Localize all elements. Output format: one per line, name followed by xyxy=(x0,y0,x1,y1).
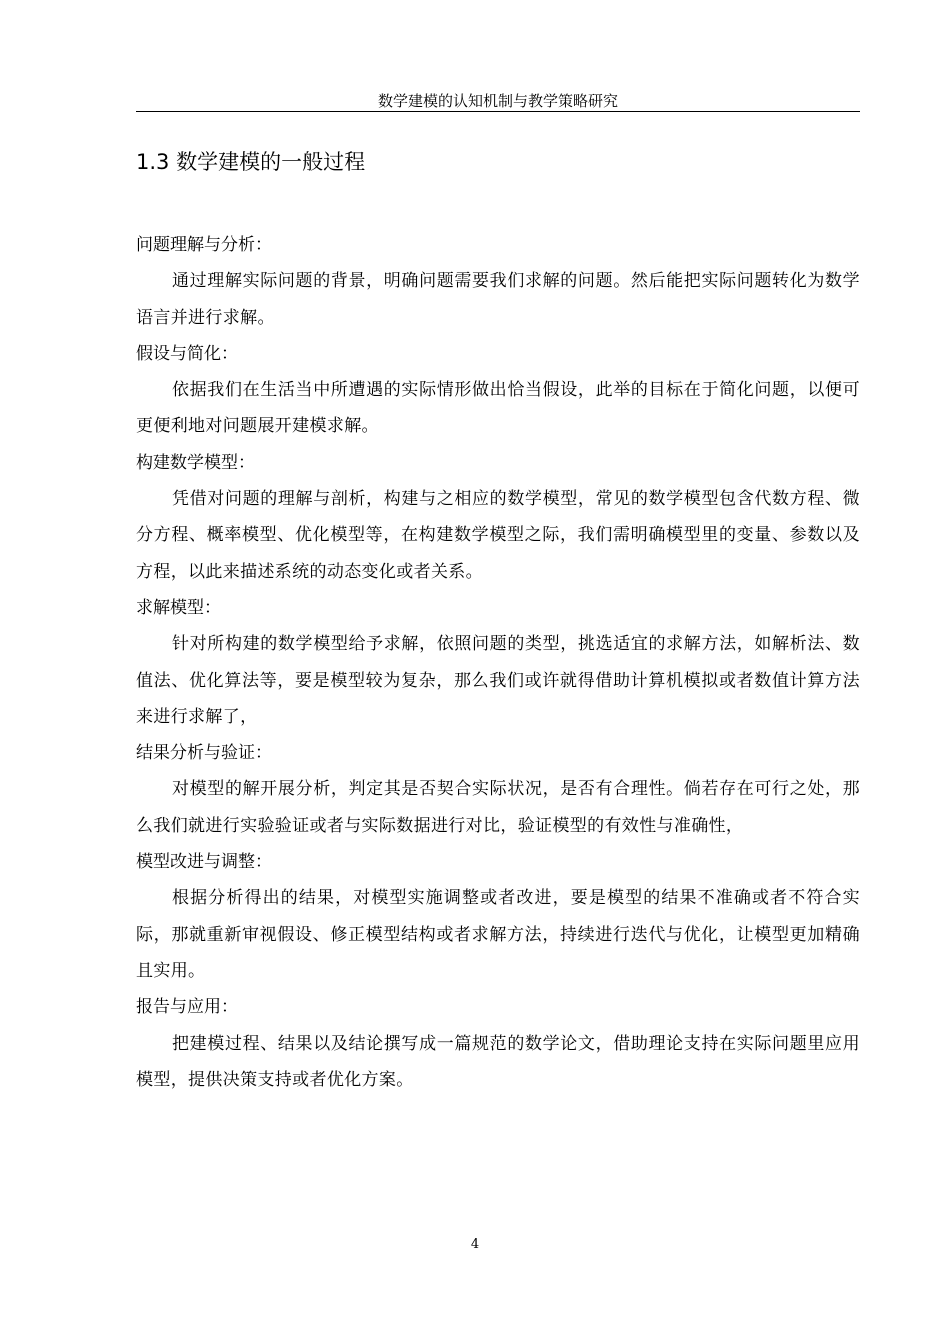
step-block-assumption xyxy=(136,336,860,445)
step-paragraph: 把建模过程、结果以及结论撰写成一篇规范的数学论文，借助理论支持在实际问题里应用模型，提供决策支持或者优化方案。 xyxy=(136,1033,860,1090)
running-header-title: 数学建模的认知机制与教学策略研究 xyxy=(377,92,618,110)
step-block-model-building xyxy=(136,445,860,590)
step-paragraph: 依据我们在生活当中所遭遇的实际情形做出恰当假设，此举的目标在于简化问题，以便可更便利地对问题展开建模求解。 xyxy=(136,380,860,437)
section-title: 1.3 数学建模的一般过程 xyxy=(136,150,366,174)
page-number: 4 xyxy=(470,1237,480,1252)
step-heading: 模型改进与调整： xyxy=(136,852,272,873)
body-text xyxy=(136,227,860,1098)
step-heading: 报告与应用： xyxy=(136,997,238,1018)
step-block-validation xyxy=(136,735,860,844)
step-paragraph: 针对所构建的数学模型给予求解，依照问题的类型，挑选适宜的求解方法，如解析法、数值法、优化算法等，要是模型较为复杂，那么我们或许就得借助计算机模拟或者数值计算方法来进行求解了， xyxy=(136,634,860,727)
step-block-solving xyxy=(136,590,860,735)
step-heading: 问题理解与分析： xyxy=(136,235,272,255)
step-heading: 求解模型： xyxy=(136,597,221,618)
step-block-understanding xyxy=(136,227,860,336)
step-heading: 假设与简化： xyxy=(136,343,238,364)
step-paragraph: 对模型的解开展分析，判定其是否契合实际状况，是否有合理性。倘若存在可行之处，那么我们就进行实验验证或者与实际数据进行对比，验证模型的有效性与准确性， xyxy=(136,779,860,836)
step-block-report xyxy=(136,989,860,1098)
step-paragraph: 凭借对问题的理解与剖析，构建与之相应的数学模型，常见的数学模型包含代数方程、微分方程、概率模型、优化模型等，在构建数学模型之际，我们需明确模型里的变量、参数以及方程，以此来描述系统的动态变化或者关系。 xyxy=(136,489,860,582)
step-heading: 构建数学模型： xyxy=(136,452,255,473)
step-heading: 结果分析与验证： xyxy=(136,743,272,764)
step-paragraph: 通过理解实际问题的背景，明确问题需要我们求解的问题。然后能把实际问题转化为数学语言并进行求解。 xyxy=(136,271,860,328)
step-paragraph: 根据分析得出的结果，对模型实施调整或者改进，要是模型的结果不准确或者不符合实际，那就重新审视假设、修正模型结构或者求解方法，持续进行迭代与优化，让模型更加精确且实用。 xyxy=(136,888,860,981)
header-divider xyxy=(136,111,860,112)
step-block-improvement xyxy=(136,844,860,989)
